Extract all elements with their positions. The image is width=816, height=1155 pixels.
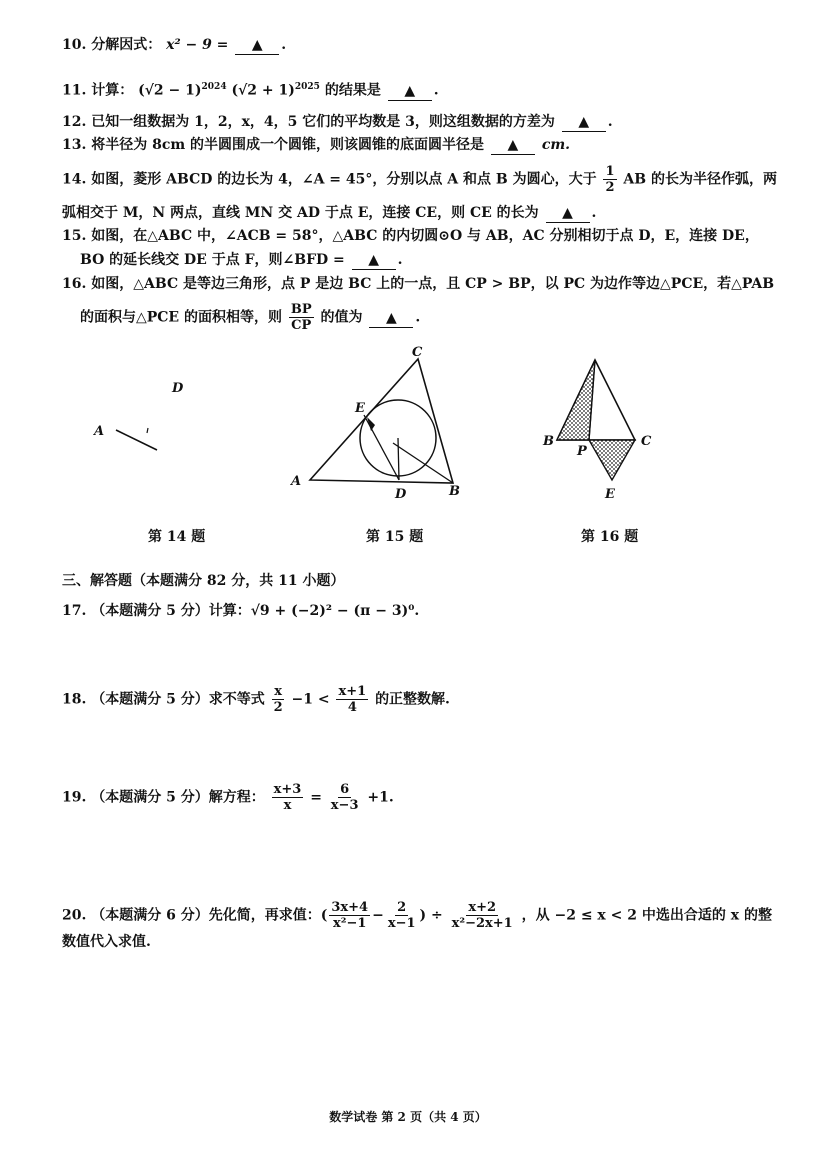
question-text: 分解因式： [91, 37, 162, 53]
question-text: 的结果是 [324, 82, 381, 99]
math-expression: − [372, 907, 384, 924]
numerator: x [274, 684, 283, 699]
question-text: 如图，△ABC 是等边三角形，点 P 是边 BC 上的一点，且 CP > BP，以 PC 为边作等边△PCE，若△PAB [91, 276, 775, 292]
question-text: AB 的长为半径作弧，两 [623, 171, 777, 188]
caption-figure-14: 第 14 题 [148, 529, 206, 545]
question-number: 13. [62, 137, 87, 153]
figure-16 [535, 350, 665, 505]
numerator: 2 [397, 900, 407, 915]
question-16 [62, 275, 774, 293]
answer-blank: ▲ [562, 113, 606, 132]
question-17 [62, 602, 419, 620]
question-text: （本题满分 5 分）求不等式 [91, 691, 265, 708]
question-14-continued [62, 204, 596, 223]
label-c: C [412, 345, 423, 360]
period: . [607, 114, 613, 130]
question-10 [62, 36, 286, 55]
math-expression: +1. [367, 789, 394, 806]
question-12 [62, 113, 613, 132]
question-14 [62, 164, 777, 195]
numerator: 3x+4 [331, 900, 369, 915]
fraction [329, 782, 361, 813]
label-d: D [395, 487, 407, 502]
question-13 [62, 136, 570, 155]
math-expression: (√2 − 1) [138, 82, 202, 99]
radius [398, 438, 399, 480]
question-20 [62, 900, 772, 931]
math-expression: (√2 + 1) [231, 82, 295, 99]
tick-mark [147, 428, 148, 433]
question-16-continued [80, 302, 420, 333]
label-b: B [543, 434, 554, 449]
unit: cm. [541, 137, 571, 153]
question-text: BO 的延长线交 DE 于点 F，则∠BFD = [80, 252, 345, 268]
question-number: 14. [62, 171, 87, 188]
question-number: 10. [62, 37, 87, 53]
answer-blank: ▲ [388, 82, 432, 101]
shaded-triangle-pce [589, 440, 635, 480]
label-c: C [641, 434, 652, 449]
question-text: 数值代入求值. [62, 934, 151, 950]
fraction [386, 900, 418, 931]
question-text: （本题满分 5 分）解方程： [91, 789, 265, 806]
question-text: 如图，在△ABC 中，∠ACB = 58°，△ABC 的内切圆⊙O 与 AB，AC 分别相切于点 D，E，连接 DE， [91, 228, 759, 244]
fraction [272, 782, 304, 813]
label-a: A [94, 424, 105, 439]
math-expression: x² − 9 = [166, 37, 229, 53]
question-text: 的值为 [320, 309, 363, 326]
section-heading: 三、解答题（本题满分 82 分，共 11 小题） [62, 573, 345, 589]
answer-blank: ▲ [235, 36, 279, 55]
fraction [336, 684, 368, 715]
question-text: （本题满分 6 分）先化简，再求值：( [91, 907, 328, 924]
question-text: ，从 −2 ≤ x < 2 中选出合适的 x 的整 [521, 907, 772, 924]
period: . [397, 252, 403, 268]
answer-blank: ▲ [369, 309, 413, 328]
label-e: E [605, 487, 615, 502]
numerator: x+3 [273, 782, 302, 797]
question-number: 17. [62, 603, 87, 619]
answer-blank: ▲ [491, 136, 535, 155]
question-text: 的面积与△PCE 的面积相等，则 [80, 309, 282, 326]
question-number: 15. [62, 228, 87, 244]
denominator: 4 [347, 700, 357, 715]
caption-figure-16: 第 16 题 [581, 529, 639, 545]
period: . [433, 82, 439, 99]
question-number: 19. [62, 789, 87, 806]
question-11 [62, 78, 439, 101]
period: . [591, 205, 597, 221]
denominator: x [283, 798, 292, 813]
question-text: 的正整数解. [375, 691, 450, 708]
question-15 [62, 227, 759, 245]
exponent: 2024 [201, 82, 227, 92]
question-number: 12. [62, 114, 87, 130]
question-text: 弧相交于 M，N 两点，直线 MN 交 AD 于点 E，连接 CE，则 CE 的长为 [62, 205, 539, 221]
answer-blank: ▲ [352, 251, 396, 270]
numerator: 1 [605, 164, 615, 179]
denominator: x²−2x+1 [451, 916, 513, 931]
question-text: 将半径为 8cm 的半圆围成一个圆锥，则该圆锥的底面圆半径是 [91, 137, 485, 153]
caption-figure-15: 第 15 题 [366, 529, 424, 545]
denominator: 2 [273, 700, 283, 715]
label-e: E [355, 401, 365, 416]
period: . [281, 37, 287, 53]
numerator: x+2 [468, 900, 497, 915]
partial-segment [116, 430, 157, 450]
label-d: D [172, 381, 184, 396]
fraction [603, 164, 616, 195]
question-number: 18. [62, 691, 87, 708]
page-footer: 数学试卷 第 2 页（共 4 页） [329, 1110, 487, 1124]
question-18 [62, 684, 450, 715]
question-text: 已知一组数据为 1，2，x，4，5 它们的平均数是 3，则这组数据的方差为 [91, 114, 555, 130]
numerator: x+1 [338, 684, 367, 699]
label-a: A [291, 474, 302, 489]
fraction [450, 900, 515, 931]
numerator: BP [290, 302, 312, 317]
numerator: 6 [340, 782, 350, 797]
denominator: CP [291, 318, 312, 333]
question-number: 16. [62, 276, 87, 292]
denominator: x²−1 [333, 916, 367, 931]
period: . [415, 309, 421, 326]
question-text: 计算： [91, 82, 134, 99]
question-number: 20. [62, 907, 87, 924]
question-15-continued [80, 251, 403, 270]
denominator: 2 [605, 180, 615, 195]
denominator: x−1 [387, 916, 416, 931]
fraction [329, 900, 370, 931]
denominator: x−3 [330, 798, 359, 813]
fraction [272, 684, 285, 715]
math-expression: ) ÷ [419, 907, 443, 924]
math-expression: = [310, 789, 322, 806]
figure-15 [285, 345, 475, 505]
figure-14 [80, 360, 240, 480]
question-number: 11. [62, 82, 87, 99]
question-19 [62, 782, 394, 813]
fraction [289, 302, 314, 333]
question-text: 如图，菱形 ABCD 的边长为 4，∠A = 45°，分别以点 A 和点 B 为圆心，大于 [91, 171, 597, 188]
answer-blank: ▲ [546, 204, 590, 223]
question-20-continued [62, 933, 151, 951]
label-p: P [577, 444, 587, 459]
math-expression: −1 < [291, 691, 330, 708]
exponent: 2025 [294, 82, 320, 92]
question-text: （本题满分 5 分）计算：√9 + (−2)² − (π − 3)⁰. [91, 603, 420, 619]
label-b: B [449, 484, 460, 499]
